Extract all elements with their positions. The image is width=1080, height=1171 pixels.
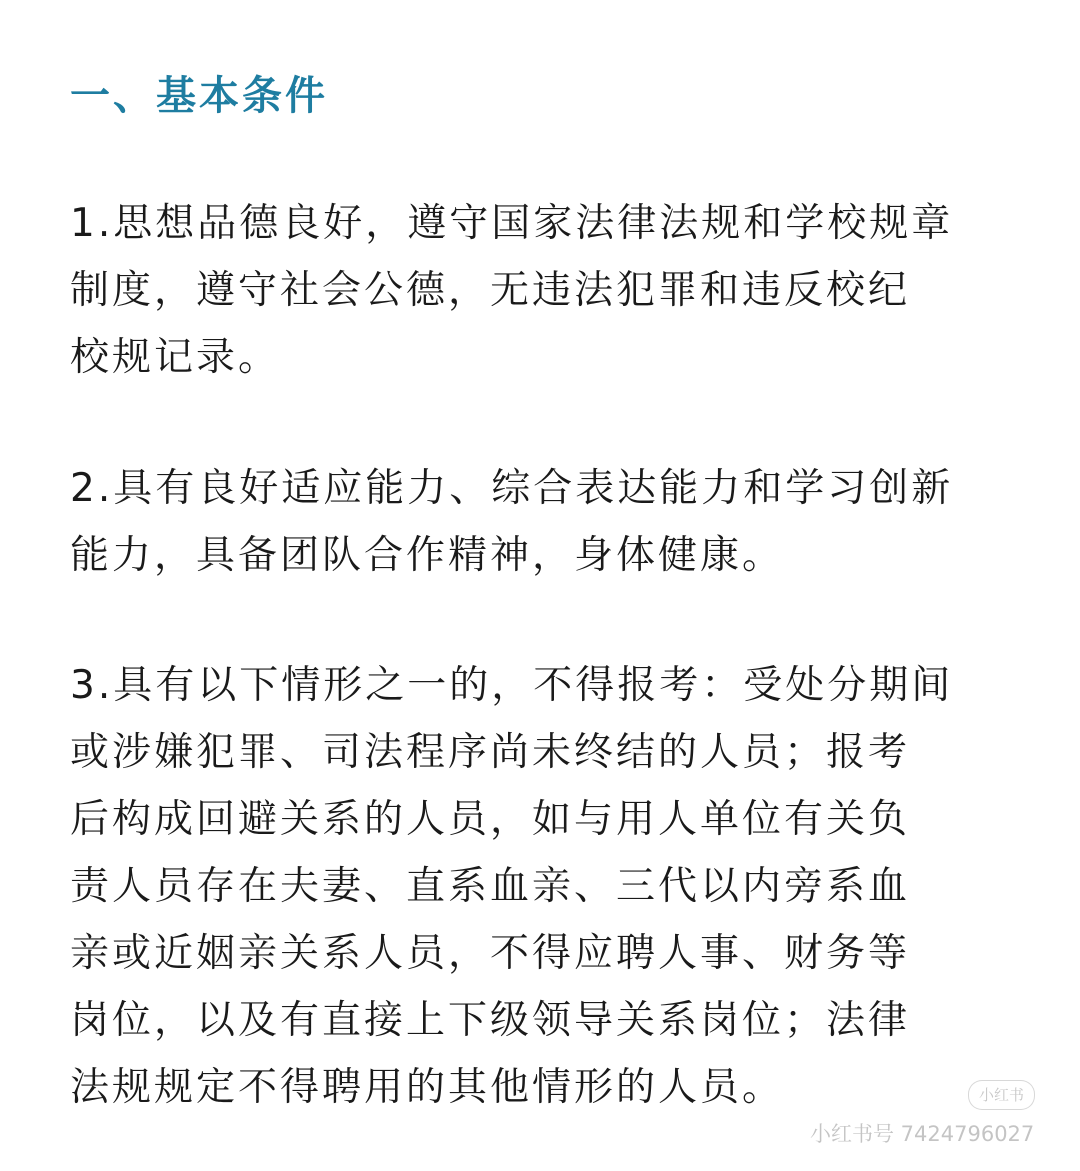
text-line: 3.具有以下情形之一的，不得报考：受处分期间 bbox=[70, 663, 954, 708]
watermark-id: 小红书号 7424796027 bbox=[810, 1122, 1035, 1146]
paragraph-item-1 bbox=[70, 190, 1010, 391]
text-line: 后构成回避关系的人员，如与用人单位有关负 bbox=[70, 797, 911, 842]
paragraph-item-2 bbox=[70, 455, 1010, 589]
text-line: 亲或近姻亲关系人员，不得应聘人事、财务等 bbox=[70, 931, 911, 976]
section-heading: 一、基本条件 bbox=[70, 73, 328, 119]
text-line: 1.思想品德良好，遵守国家法律法规和学校规章 bbox=[70, 201, 954, 246]
text-line: 责人员存在夫妻、直系血亲、三代以内旁系血 bbox=[70, 864, 911, 909]
text-line: 岗位，以及有直接上下级领导关系岗位；法律 bbox=[70, 998, 911, 1043]
text-line: 2.具有良好适应能力、综合表达能力和学习创新 bbox=[70, 466, 954, 511]
text-line: 校规记录。 bbox=[70, 335, 281, 380]
text-line: 法规规定不得聘用的其他情形的人员。 bbox=[70, 1065, 785, 1110]
paragraph-item-3 bbox=[70, 652, 1010, 1121]
text-line: 能力，具备团队合作精神，身体健康。 bbox=[70, 533, 785, 578]
text-line: 或涉嫌犯罪、司法程序尚未终结的人员；报考 bbox=[70, 730, 911, 775]
text-line: 制度，遵守社会公德，无违法犯罪和违反校纪 bbox=[70, 268, 911, 313]
watermark-logo: 小红书 bbox=[968, 1080, 1035, 1110]
